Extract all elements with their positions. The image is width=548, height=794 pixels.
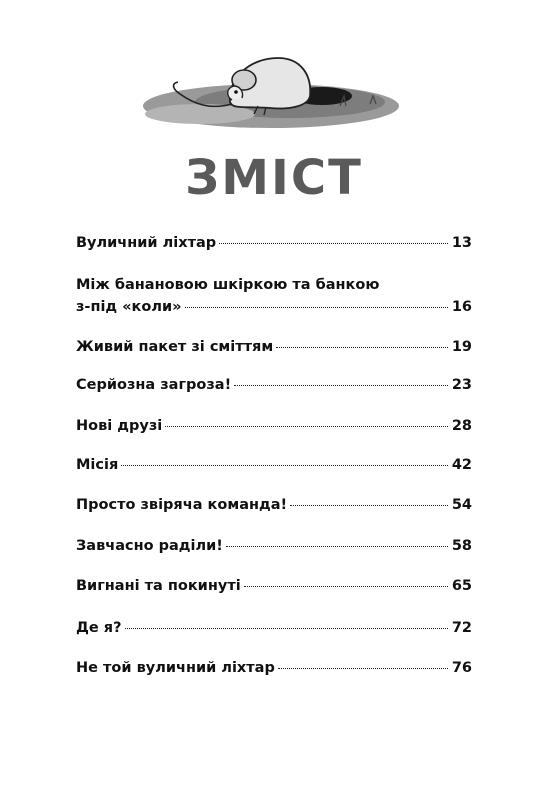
toc-entry — [76, 337, 472, 357]
toc-entry-page: 65 — [451, 578, 472, 594]
toc-entry-title-line: Між банановою шкіркою та банкою — [76, 277, 380, 293]
dot-leader — [234, 385, 448, 386]
mouse-in-hole-illustration — [140, 44, 402, 136]
toc-entry-title: Завчасно раділи! — [76, 538, 223, 554]
dot-leader — [244, 586, 448, 587]
toc-entry-title: Вигнані та покинуті — [76, 578, 241, 594]
toc-entry-title: Нові друзі — [76, 418, 163, 434]
toc-entry-page: 16 — [451, 299, 472, 315]
dot-leader — [185, 307, 448, 308]
toc-entry-page: 54 — [451, 497, 472, 513]
dot-leader — [121, 465, 448, 466]
dot-leader — [276, 347, 448, 348]
toc-entry-title: Де я? — [76, 620, 122, 636]
dot-leader — [165, 426, 448, 427]
dot-leader — [219, 243, 448, 244]
toc-entry-title: з-під «коли» — [76, 299, 182, 315]
page-title: ЗМІСТ — [185, 150, 363, 206]
toc-entry-page: 13 — [451, 235, 472, 251]
toc-entry-page: 72 — [451, 620, 472, 636]
toc-entry — [76, 275, 472, 317]
toc-entry — [76, 375, 472, 395]
toc-entry-title: Місія — [76, 457, 119, 473]
toc-entry-title: Не той вуличний ліхтар — [76, 660, 275, 676]
toc-entry — [76, 618, 472, 638]
toc-entry-title: Просто звіряча команда! — [76, 497, 288, 513]
toc-entry — [76, 536, 472, 556]
toc-entry — [76, 495, 472, 515]
toc-entry — [76, 455, 472, 475]
dot-leader — [278, 668, 448, 669]
toc-entry-page: 28 — [451, 418, 472, 434]
toc-entry — [76, 416, 472, 436]
toc-entry — [76, 576, 472, 596]
toc-entry-title: Серйозна загроза! — [76, 377, 232, 393]
toc-entry — [76, 658, 472, 678]
toc-entry-page: 19 — [451, 339, 472, 355]
toc-entry-page: 76 — [451, 660, 472, 676]
toc-entry-title: Вуличний ліхтар — [76, 235, 217, 251]
dot-leader — [226, 546, 448, 547]
dot-leader — [290, 505, 448, 506]
dot-leader — [125, 628, 448, 629]
toc-entry-page: 23 — [451, 377, 472, 393]
toc-entry-page: 42 — [451, 457, 472, 473]
toc-entry — [76, 233, 472, 253]
toc-entry-title: Живий пакет зі сміттям — [76, 339, 274, 355]
toc-entry-page: 58 — [451, 538, 472, 554]
